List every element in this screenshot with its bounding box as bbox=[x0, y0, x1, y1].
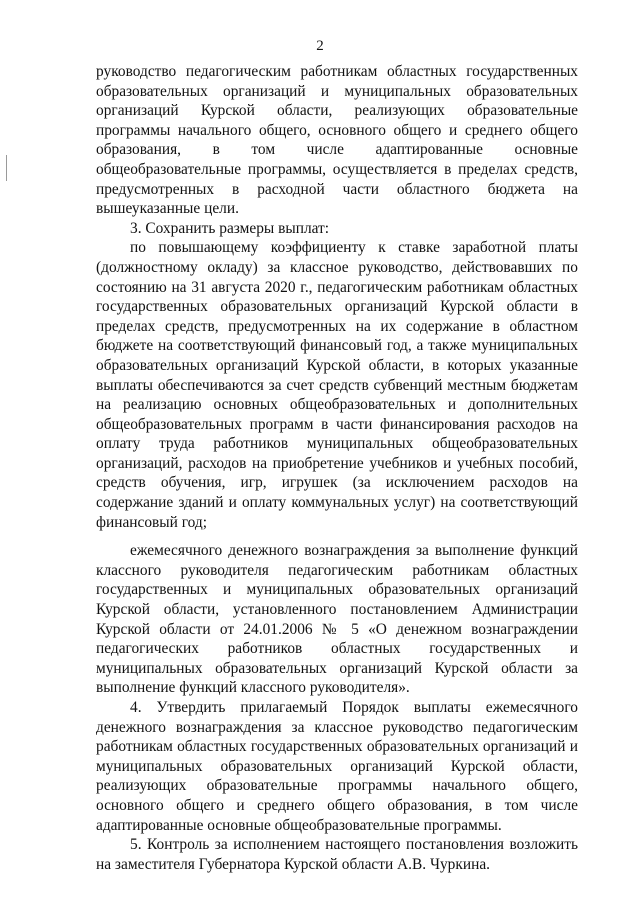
paragraph-item-3: 3. Сохранить размеры выплат: bbox=[130, 219, 330, 237]
paragraph-item-5: 5. Контроль за исполнением настоящего постановления возложить на заместителя Губернатора Курской области А.В. Чуркина. bbox=[96, 836, 578, 873]
paragraph-continuation: руководство педагогическим работникам областных государственных образовательных организаций и муниципальных образовательных организаций Курской области, реализующих образовательные программы начального общего, основного общего и среднего общего образования, в том числе адаптированные основные общеобразовательные программы, осуществляется в пределах средств, предусмотренных в расходной части областного бюджета на вышеуказанные цели. bbox=[96, 63, 578, 218]
paragraph-coefficient-payments: по повышающему коэффициенту к ставке заработной платы (должностному окладу) за классное руководство, действовавших по состоянию на 31 августа 2020 г., педагогическим работникам областных государственных образовательных организаций Курской области в пределах средств, предусмотренных на их содержание в областном бюджете на соответствующий финансовый год, а также муниципальных образовательных организаций Курской области, в которых указанные выплаты обеспечиваются за счет средств субвенций местным бюджетам на реализацию основных общеобразовательных и дополнительных общеобразовательных программ в части финансирования расходов на оплату труда работников муниципальных общеобразовательных организаций, расходов на приобретение учебников и учебных пособий, средств обучения, игр, игрушек (за исключением расходов на содержание зданий и оплату коммунальных услуг) на соответствующий финансовый год; bbox=[96, 239, 578, 531]
paragraph-monthly-remuneration: ежемесячного денежного вознаграждения за выполнение функций классного руководителя педагогическим работникам областных государственных и муниципальных образовательных организаций Курской области, установленного постановлением Администрации Курской области от 24.01.2006 № 5 «О денежном вознаграждении педагогических работников областных государственных и муниципальных образовательных организаций Курской области за выполнение функций классного руководителя». bbox=[96, 542, 578, 697]
document-body bbox=[96, 62, 578, 874]
page-number: 2 bbox=[316, 38, 324, 54]
paragraph-item-4: 4. Утвердить прилагаемый Порядок выплаты ежемесячного денежного вознаграждения за классное руководство педагогическим работникам областных государственных образовательных организаций и муниципальных образовательных организаций Курской области, реализующих образовательные программы начального общего, основного общего и среднего общего образования, в том числе адаптированные основные общеобразовательные программы. bbox=[96, 699, 578, 834]
scan-margin-mark bbox=[6, 155, 7, 181]
